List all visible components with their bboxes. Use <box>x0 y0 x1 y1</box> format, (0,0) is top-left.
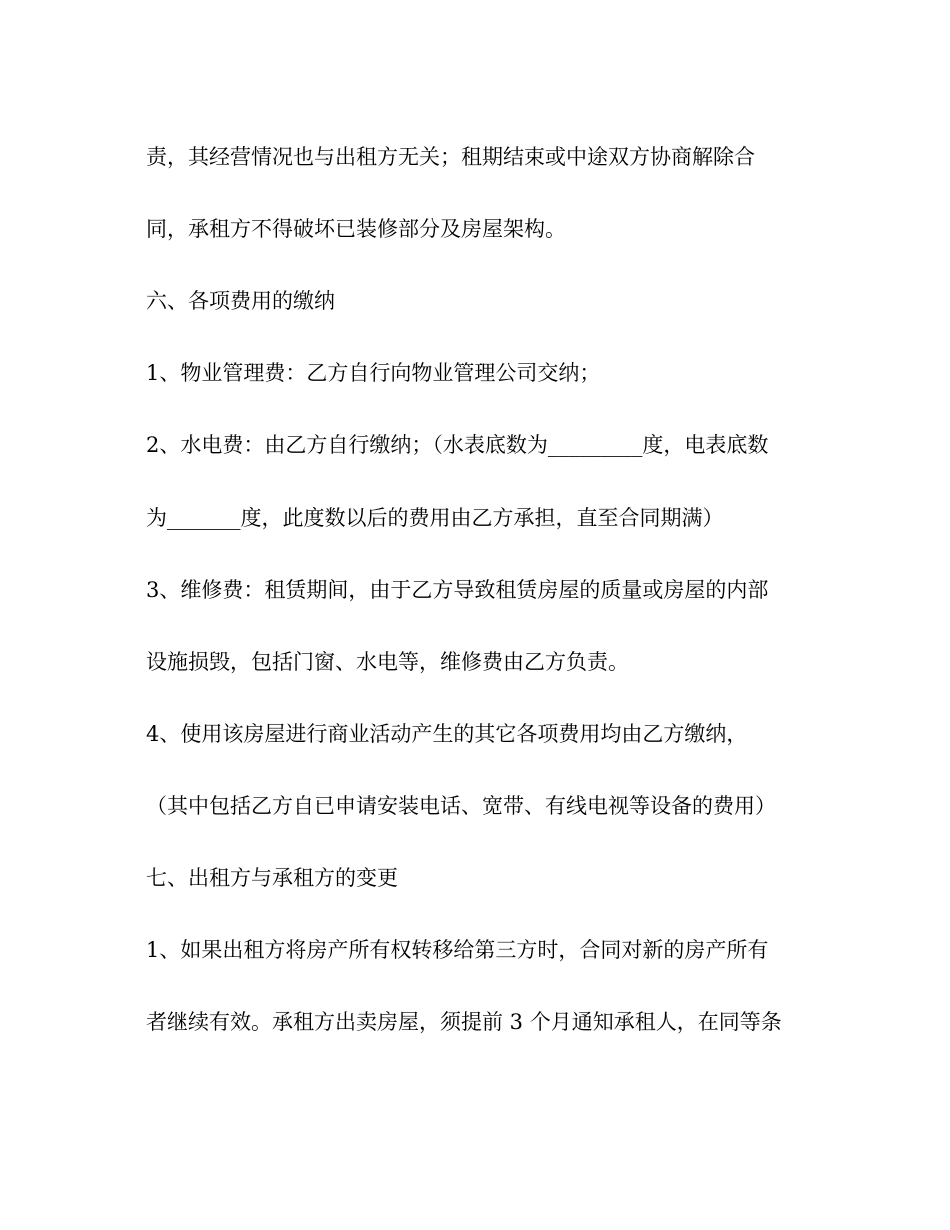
paragraph-line: 1、如果出租方将房产所有权转移给第三方时，合同对新的房产所有 <box>146 938 769 962</box>
paragraph-line: 4、使用该房屋进行商业活动产生的其它各项费用均由乙方缴纳， <box>146 722 748 746</box>
paragraph-line: 为_______度，此度数以后的费用由乙方承担，直至合同期满） <box>146 506 724 530</box>
section-heading: 六、各项费用的缴纳 <box>146 289 335 313</box>
paragraph-line: 同，承租方不得破坏已装修部分及房屋架构。 <box>146 217 566 241</box>
paragraph-line: 2、水电费：由乙方自行缴纳；（水表底数为_________度，电表底数 <box>146 433 769 457</box>
section-heading: 七、出租方与承租方的变更 <box>146 866 398 890</box>
paragraph-line: 设施损毁，包括门窗、水电等，维修费由乙方负责。 <box>146 650 629 674</box>
paragraph-line: 1、物业管理费：乙方自行向物业管理公司交纳； <box>146 361 601 385</box>
paragraph-line: 者继续有效。承租方出卖房屋，须提前 3 个月通知承租人，在同等条 <box>146 1010 782 1034</box>
paragraph-line: （其中包括乙方自已申请安装电话、宽带、有线电视等设备的费用） <box>146 794 776 818</box>
paragraph-line: 责，其经营情况也与出租方无关；租期结束或中途双方协商解除合 <box>146 145 755 169</box>
paragraph-line: 3、维修费：租赁期间，由于乙方导致租赁房屋的质量或房屋的内部 <box>146 578 769 602</box>
